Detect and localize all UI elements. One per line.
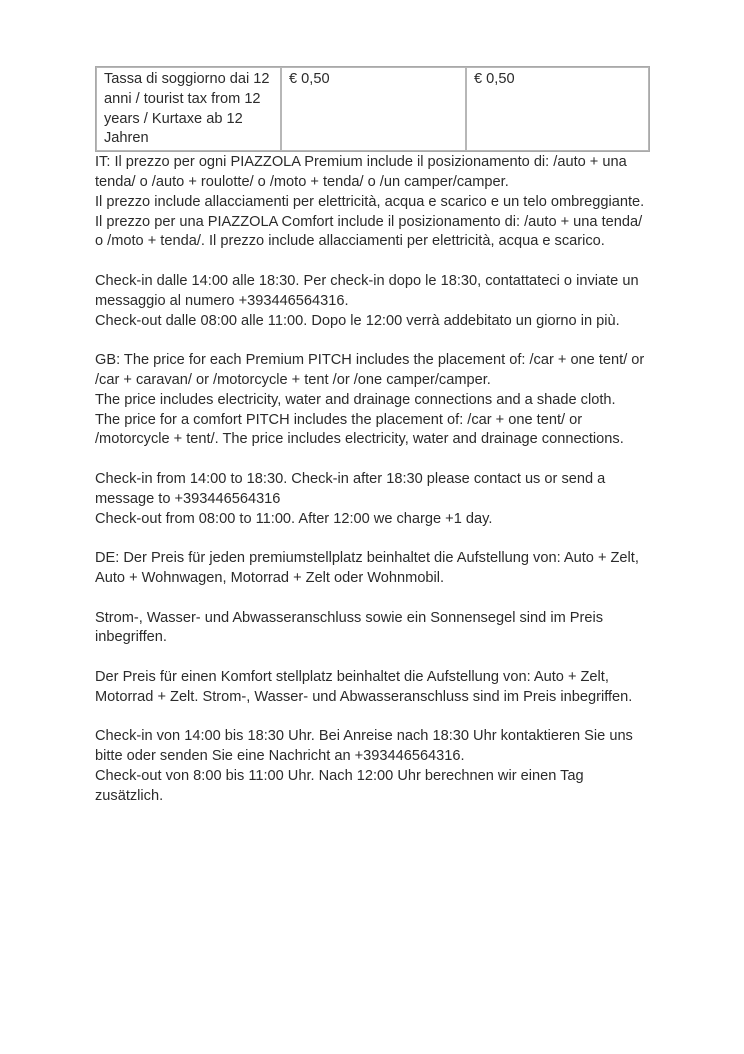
document-page — [95, 66, 651, 806]
de-premium-includes: Strom-, Wasser- und Abwasseranschluss sowie ein Sonnensegel sind im Preis inbegriffen. — [95, 609, 604, 646]
de-premium-pitch: DE: Der Preis für jeden premiumstellplatz beinhaltet die Aufstellung von: Auto + Zelt, Auto + Wohnwagen, Motorrad + Zelt oder Wohnmobil. — [95, 550, 639, 586]
tourist-tax-table — [95, 66, 650, 152]
it-premium-includes: Il prezzo include allacciamenti per elettricità, acqua e scarico e un telo ombreggiante. — [95, 193, 645, 210]
tourist-tax-price-2: € 0,50 — [466, 67, 649, 151]
it-checkin: Check-in dalle 14:00 alle 18:30. Per check-in dopo le 18:30, contattateci o inviate un messaggio al numero +393446564316. — [95, 272, 639, 309]
gb-premium-pitch: GB: The price for each Premium PITCH includes the placement of: /car + one tent/ or /car + caravan/ or /motorcycle + tent /or /one camper/camper. — [95, 352, 645, 388]
de-comfort-pitch: Der Preis für einen Komfort stellplatz beinhaltet die Aufstellung von: Auto + Zelt, Motorrad + Zelt. Strom-, Wasser- und Abwasseranschluss sind im Preis inbegriffen. — [95, 668, 633, 705]
it-checkout: Check-out dalle 08:00 alle 11:00. Dopo le 12:00 verrà addebitato un giorno in più. — [95, 312, 620, 329]
english-section — [95, 351, 651, 529]
it-premium-pitch: IT: Il prezzo per ogni PIAZZOLA Premium include il posizionamento di: /auto + una tenda/ o /auto + roulotte/ o /moto + tenda/ o /un camper/camper. — [95, 154, 627, 190]
gb-comfort-pitch: The price for a comfort PITCH includes the placement of: /car + one tent/ or /motorcycle + tent/. The price includes electricity, water and drainage connections. — [95, 411, 624, 448]
it-comfort-pitch: Il prezzo per una PIAZZOLA Comfort include il posizionamento di: /auto + una tenda/ o /moto + tenda/. Il prezzo include allacciamenti per elettricità, acqua e scarico. — [95, 213, 643, 250]
tourist-tax-description: Tassa di soggiorno dai 12 anni / tourist tax from 12 years / Kurtaxe ab 12 Jahren — [96, 67, 281, 151]
de-checkin: Check-in von 14:00 bis 18:30 Uhr. Bei Anreise nach 18:30 Uhr kontaktieren Sie uns bitte oder senden Sie eine Nachricht an +393446564316. — [95, 728, 633, 765]
table-row — [96, 67, 649, 151]
italian-section — [95, 153, 651, 331]
tourist-tax-price-1: € 0,50 — [281, 67, 466, 151]
pitch-info-text — [95, 153, 651, 806]
de-checkout: Check-out von 8:00 bis 11:00 Uhr. Nach 12:00 Uhr berechnen wir einen Tag zusätzlich. — [95, 767, 584, 804]
gb-premium-includes: The price includes electricity, water and drainage connections and a shade cloth. — [95, 391, 616, 408]
gb-checkout: Check-out from 08:00 to 11:00. After 12:00 we charge +1 day. — [95, 510, 493, 527]
gb-checkin: Check-in from 14:00 to 18:30. Check-in after 18:30 please contact us or send a message to +393446564316 — [95, 470, 606, 507]
german-section — [95, 549, 651, 806]
